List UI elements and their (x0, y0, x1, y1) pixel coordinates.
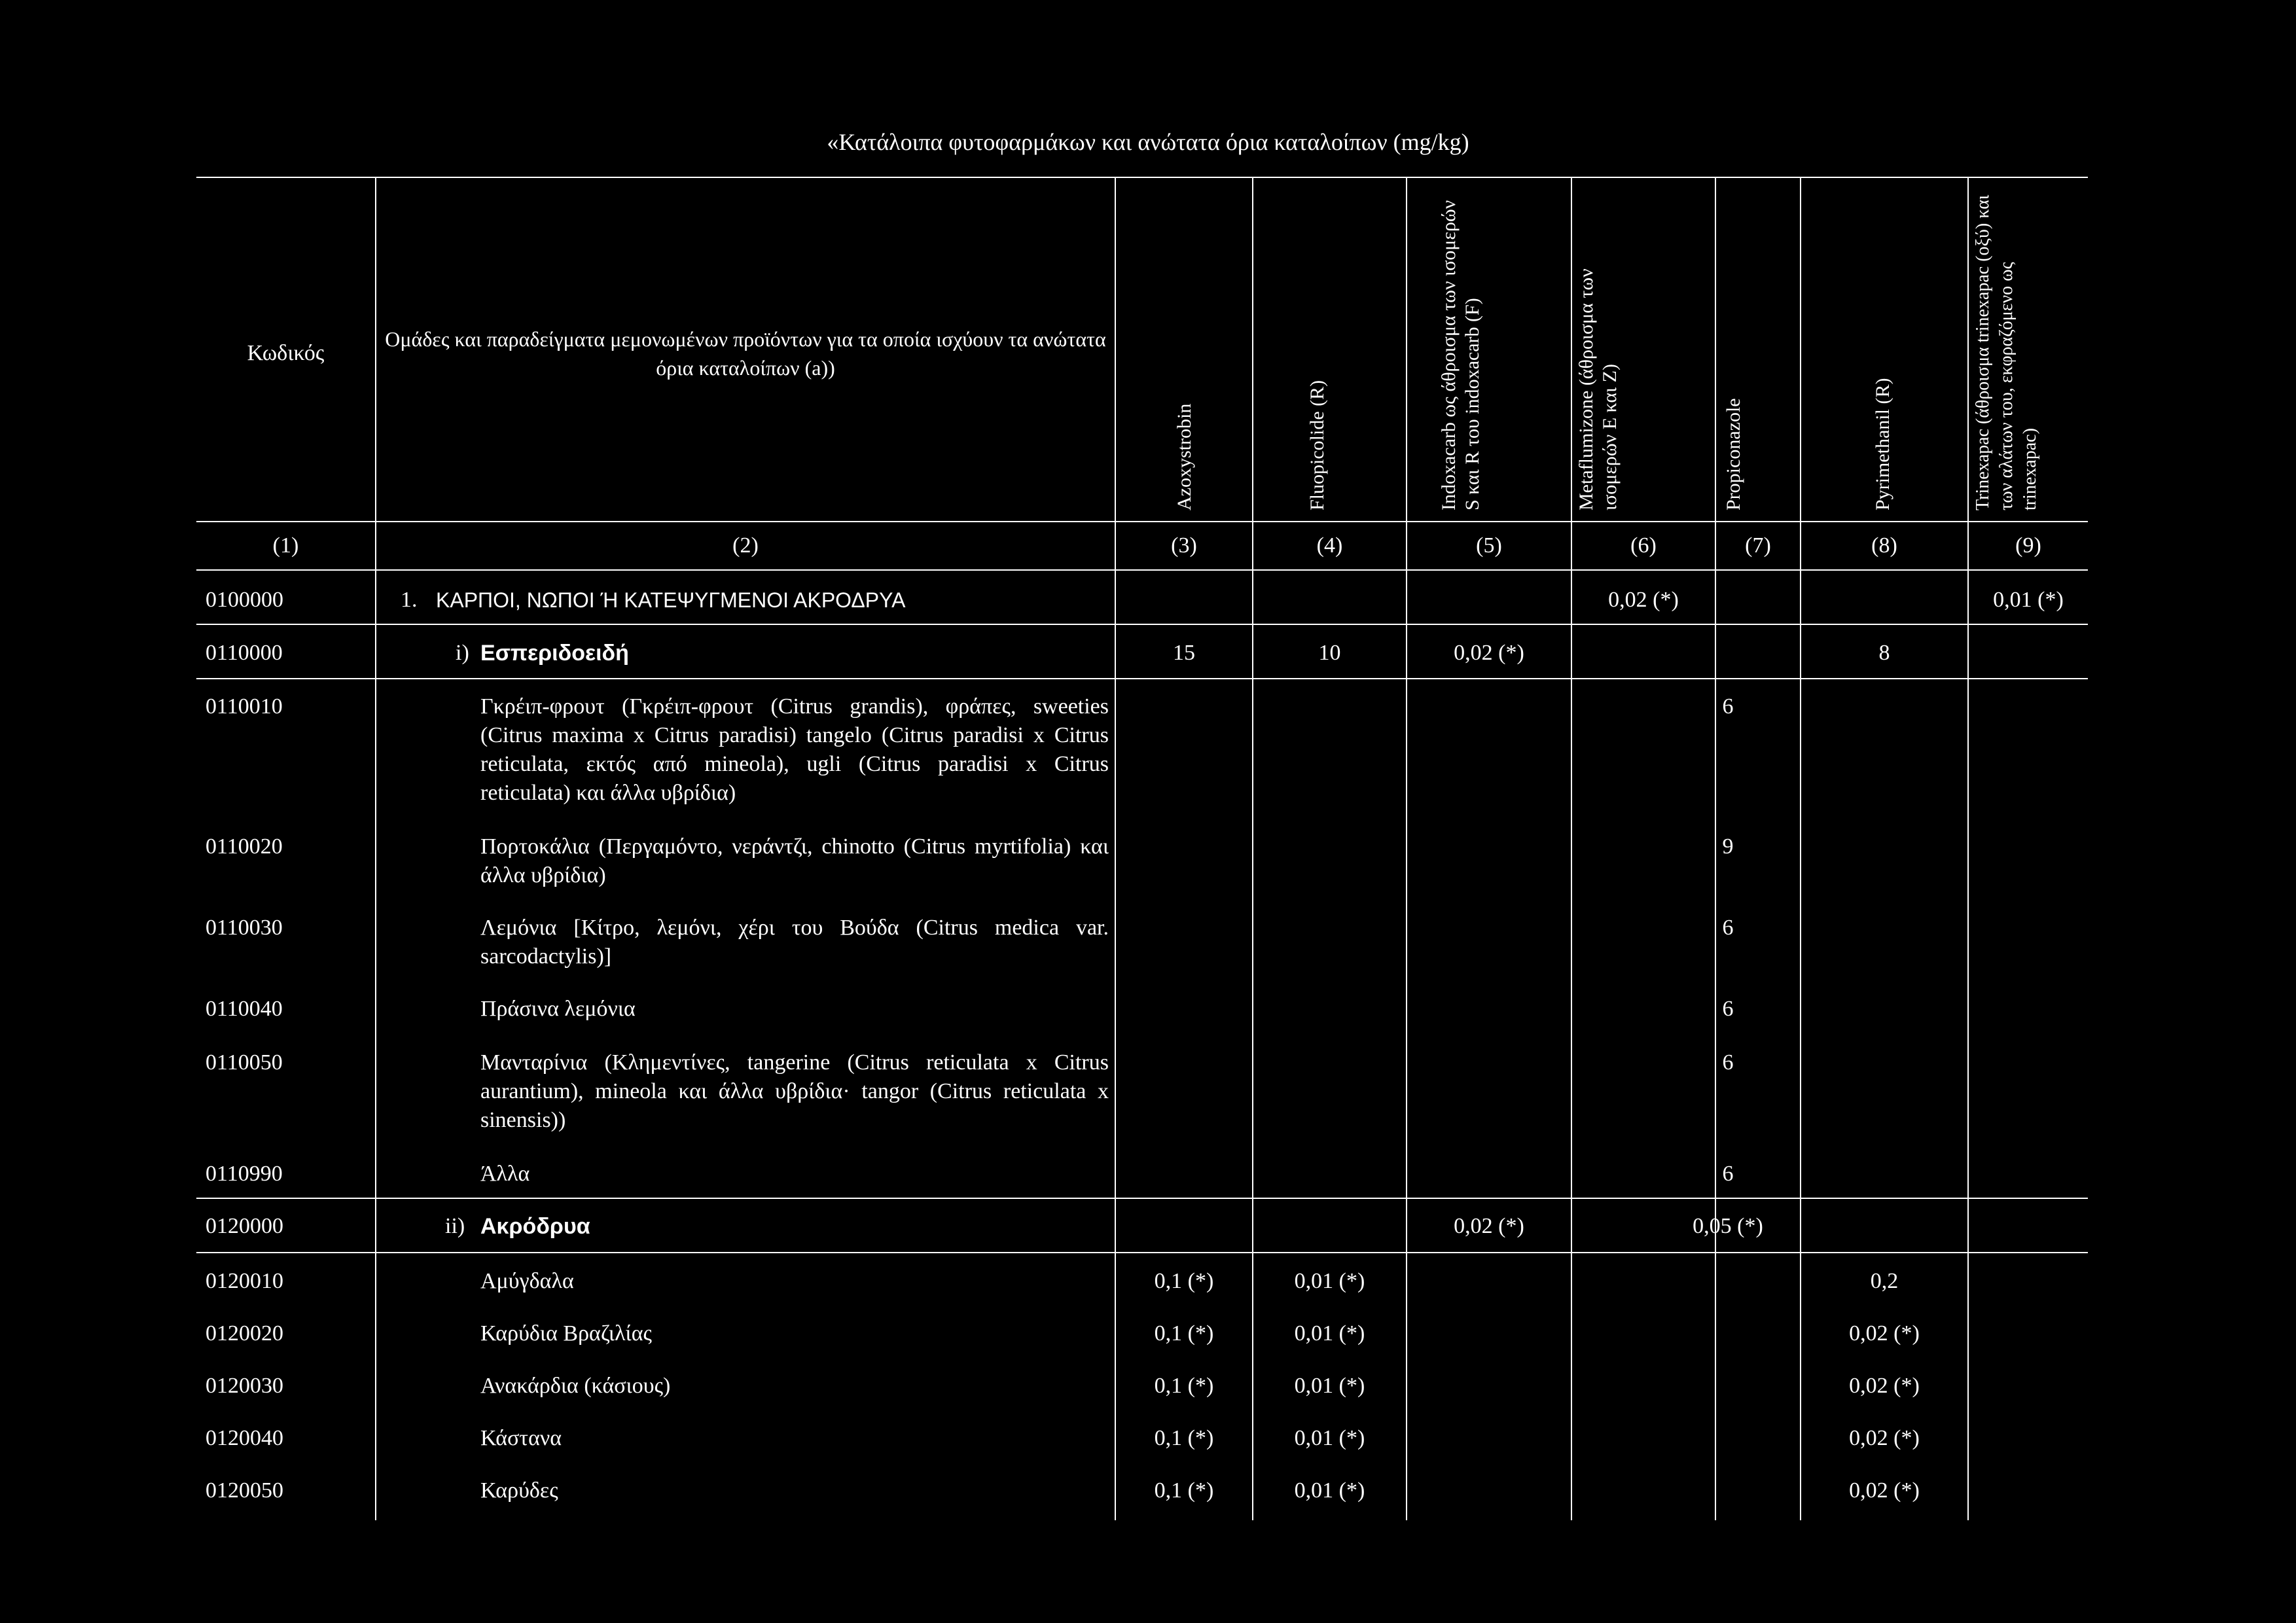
cell-col7: 9 (1722, 834, 1734, 859)
row-product-name: Κάστανα (480, 1426, 562, 1450)
rule-row-2 (196, 678, 2088, 679)
col-rule-1 (375, 177, 376, 1520)
cell-col7: 6 (1722, 997, 1734, 1021)
header-col6: Metaflumizone (άθροισμα των ισομερών Ε και Ζ) (1575, 268, 1621, 510)
header-col7: Propiconazole (1723, 398, 1744, 510)
col-rule-8 (1967, 177, 1969, 1520)
col-number-7: (7) (1745, 533, 1771, 558)
cell-col8: 0,2 (1870, 1269, 1899, 1293)
row-group-title: Εσπεριδοειδή (480, 641, 629, 666)
col-rule-4 (1406, 177, 1407, 1520)
table-row-code: 0120050 (206, 1478, 283, 1503)
col-number-6: (6) (1630, 533, 1657, 558)
cell-col5: 0,02 (*) (1454, 641, 1524, 665)
row-group-title: ΚΑΡΠΟΙ, ΝΩΠΟΙ Ή ΚΑΤΕΨΥΓΜΕΝΟΙ ΑΚΡΟΔΡΥΑ (436, 588, 906, 612)
row-num: i) (456, 641, 469, 665)
row-product-name: Καρύδες (480, 1478, 558, 1503)
cell-col3: 0,1 (*) (1154, 1374, 1214, 1398)
table-row-code: 0110010 (206, 694, 283, 719)
row-num: ii) (445, 1214, 465, 1238)
header-col9: Trinexapac (άθροισμα trinexapac (οξύ) και των αλάτων του, εκφραζόμενο ως trinexapac) (1973, 194, 2040, 510)
page-title: «Κατάλοιπα φυτοφαρμάκων και ανώτατα όρια καταλοίπων (mg/kg) (827, 129, 1469, 155)
row-product-name: Καρύδια Βραζιλίας (480, 1321, 652, 1346)
cell-col4: 0,01 (*) (1294, 1321, 1365, 1346)
row-group-title: Ακρόδρυα (480, 1214, 590, 1239)
row-product-name: Ανακάρδια (κάσιους) (480, 1374, 671, 1398)
row-product-name: Μανταρίνια (Κλημεντίνες, tangerine (Citrus reticulata x Citrus aurantium), mineola και άλλα υβρίδια· tangor (Citrus reticulata x sinensis)) (480, 1050, 1109, 1132)
cell-col5: 0,02 (*) (1454, 1214, 1524, 1238)
cell-col3: 0,1 (*) (1154, 1321, 1214, 1346)
cell-col7: 6 (1722, 694, 1734, 719)
col-number-9: (9) (2015, 533, 2041, 558)
cell-col8: 8 (1878, 641, 1890, 665)
header-col5: Indoxacarb ως άθροισμα των ισομερών S και R του indoxacarb (F) (1438, 200, 1483, 510)
col-number-5: (5) (1476, 533, 1502, 558)
table-row-code: 0110040 (206, 997, 283, 1021)
row-product-name: Πορτοκάλια (Περγαμόντο, νεράντζι, chinotto (Citrus myrtifolia) και άλλα υβρίδια) (480, 834, 1109, 887)
col-number-3: (3) (1171, 533, 1197, 558)
cell-col3: 0,1 (*) (1154, 1426, 1214, 1450)
cell-col8: 0,02 (*) (1849, 1321, 1920, 1346)
cell-col4: 0,01 (*) (1294, 1478, 1365, 1503)
cell-col4: 0,01 (*) (1294, 1374, 1365, 1398)
cell-col7: 6 (1722, 1162, 1734, 1186)
table-row-code: 0120000 (206, 1214, 283, 1238)
cell-col3: 15 (1173, 641, 1195, 665)
col-number-4: (4) (1316, 533, 1343, 558)
col-number-2: (2) (732, 533, 759, 558)
row-product-name: Πράσινα λεμόνια (480, 997, 636, 1021)
table-row-code: 0110030 (206, 916, 283, 940)
cell-col4: 0,01 (*) (1294, 1269, 1365, 1293)
cell-col7: 6 (1722, 1050, 1734, 1075)
col-number-8: (8) (1871, 533, 1897, 558)
header-col8: Pyrimethanil (R) (1872, 378, 1893, 510)
table-row-code: 0110000 (206, 641, 283, 665)
rule-top (196, 177, 2088, 178)
table-row-code: 0120020 (206, 1321, 283, 1346)
cell-col7: 0,05 (*) (1693, 1214, 1763, 1238)
row-product-name: Λεμόνια [Κίτρο, λεμόνι, χέρι του Βούδα (Citrus medica var. sarcodactylis)] (480, 916, 1109, 969)
col-number-1: (1) (272, 533, 299, 558)
rule-colnums-bottom (196, 569, 2088, 571)
cell-col3: 0,1 (*) (1154, 1269, 1214, 1293)
cell-col4: 0,01 (*) (1294, 1426, 1365, 1450)
row-product-name: Γκρέιπ-φρουτ (Γκρέιπ-φρουτ (Citrus grandis), φράπες, sweeties (Citrus maxima x Citrus paradisi) tangelo (Citrus paradisi x Citrus reticulata, εκτός από mineola), ugli (Citrus paradisi x Citrus reticulata) και άλλα υβρίδια) (480, 694, 1109, 805)
table-row-code: 0120030 (206, 1374, 283, 1398)
table-row-code: 0110050 (206, 1050, 283, 1075)
rule-row-3 (196, 1198, 2088, 1199)
row-product-name: Άλλα (480, 1162, 530, 1186)
rule-header-bottom (196, 521, 2088, 522)
cell-col4: 10 (1318, 641, 1341, 665)
cell-col7: 6 (1722, 916, 1734, 940)
header-col3: Azoxystrobin (1174, 403, 1195, 510)
row-product-name: Αμύγδαλα (480, 1269, 574, 1293)
cell-col8: 0,02 (*) (1849, 1374, 1920, 1398)
table-row-code: 0120040 (206, 1426, 283, 1450)
rule-row-4 (196, 1252, 2088, 1253)
header-col4: Fluopicolide (R) (1306, 380, 1328, 510)
header-code: Κωδικός (247, 341, 325, 365)
rule-row-1 (196, 624, 2088, 625)
table-row-code: 0110020 (206, 834, 283, 859)
cell-col6: 0,02 (*) (1608, 588, 1679, 612)
cell-col9: 0,01 (*) (1993, 588, 2064, 612)
table-row-code: 0120010 (206, 1269, 283, 1293)
header-groups: Ομάδες και παραδείγματα μεμονωμένων προϊόντων για τα οποία ισχύουν τα ανώτατα όρια καταλοίπων (a)) (385, 327, 1106, 380)
cell-col8: 0,02 (*) (1849, 1426, 1920, 1450)
col-rule-5 (1571, 177, 1572, 1520)
row-num: 1. (401, 588, 418, 612)
cell-col3: 0,1 (*) (1154, 1478, 1214, 1503)
cell-col8: 0,02 (*) (1849, 1478, 1920, 1503)
table-row-code: 0100000 (206, 588, 283, 612)
table-row-code: 0110990 (206, 1162, 283, 1186)
